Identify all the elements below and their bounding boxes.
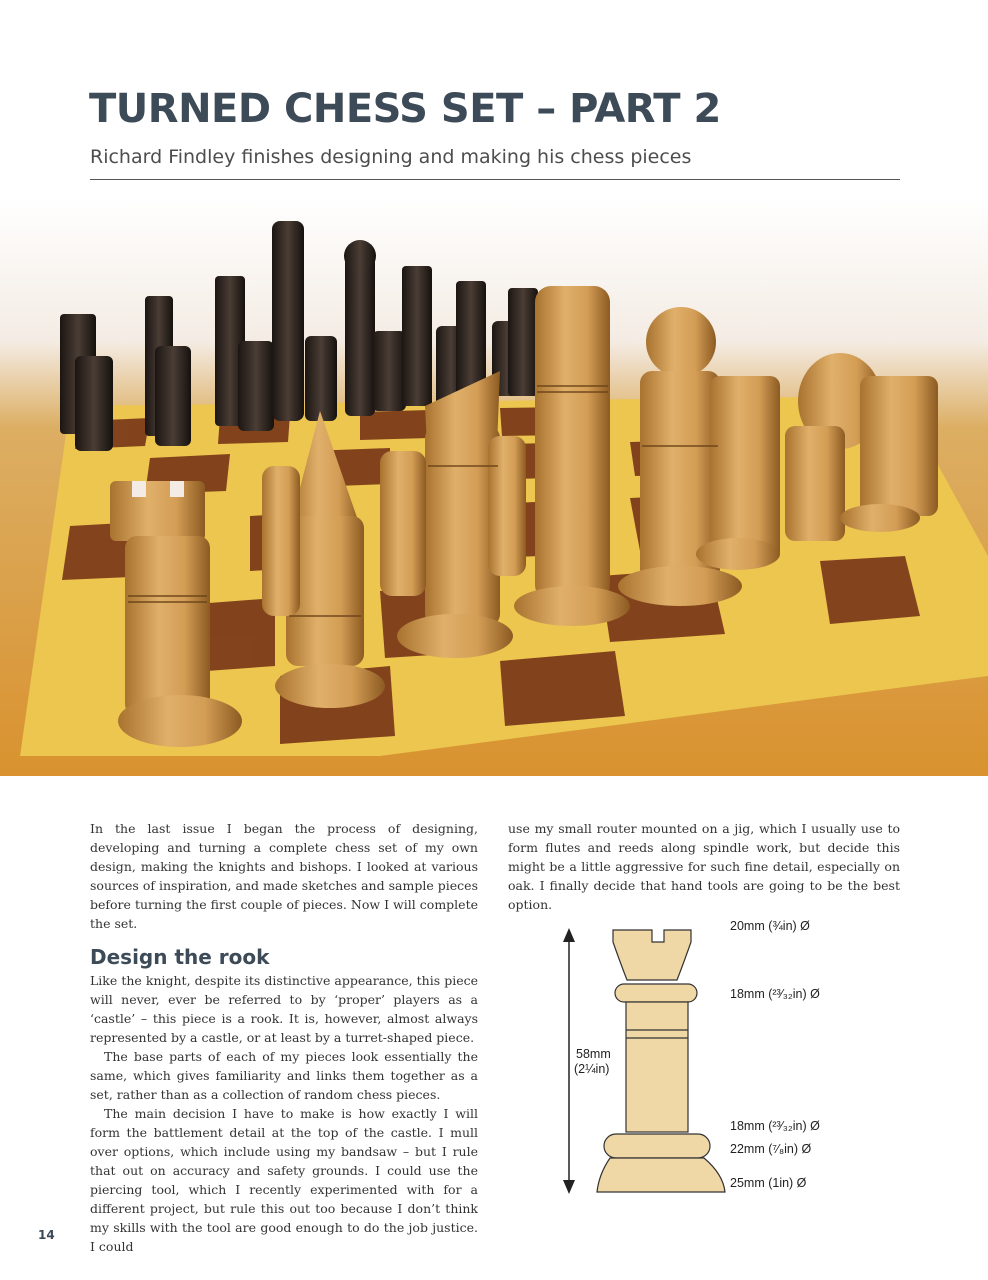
page-title: TURNED CHESS SET – PART 2: [89, 86, 721, 132]
page-subtitle: Richard Findley finishes designing and making his chess pieces: [90, 146, 692, 168]
chess-set-photo: [0, 196, 988, 776]
body-paragraph: The main decision I have to make is how exactly I will form the battlement detail at the top of the castle. I mull over options, which include using my bandsaw – but I rule that out on accuracy and safety grounds. I could use the piercing tool, which I recently experimented with for a different project, but rule this out too because I don’t think my skills with the tool are good enough to do the job justice. I could: [90, 1106, 478, 1254]
rook-outline: [597, 930, 725, 1192]
title-divider: [90, 179, 900, 180]
body-paragraph: The base parts of each of my pieces look essentially the same, which gives familiarity and links them together as a set, rather than as a collection of random chess pieces.: [90, 1049, 478, 1102]
height-arrow-icon: [563, 928, 575, 1194]
section-heading: Design the rook: [90, 945, 270, 969]
article-column-1: [90, 819, 478, 1256]
dimension-label: 22mm (⁷⁄₈in) Ø: [730, 1142, 812, 1156]
intro-paragraph: In the last issue I began the process of designing, developing and turning a complete chess set of my own design, making the knights and bishops. I looked at various sources of inspiration, and made sketches and sample pieces before turning the first couple of pieces. Now I will complete the set.: [90, 821, 478, 931]
rook-dimension-diagram: [540, 912, 900, 1204]
dimension-label: 18mm (²³⁄₃₂in) Ø: [730, 987, 820, 1001]
article-column-2: [508, 819, 900, 914]
dimension-label: 18mm (²³⁄₃₂in) Ø: [730, 1119, 820, 1133]
page-number: 14: [38, 1228, 55, 1242]
height-label: 58mm: [576, 1047, 611, 1061]
dimension-label: 20mm (¾in) Ø: [730, 919, 810, 933]
body-paragraph: use my small router mounted on a jig, which I usually use to form flutes and reeds along spindle work, but decide this might be a little aggressive for such fine detail, especially on oak. I finally decide that hand tools are going to be the best option.: [508, 821, 900, 912]
height-label-inches: (2¼in): [574, 1062, 610, 1076]
dimension-label: 25mm (1in) Ø: [730, 1176, 807, 1190]
body-paragraph: Like the knight, despite its distinctive appearance, this piece will never, ever be referred to by ‘proper’ players as a ‘castle’ – this piece is a rook. It is, however, almost always represented by a castle, or at least by a turret-shaped piece.: [90, 973, 478, 1045]
